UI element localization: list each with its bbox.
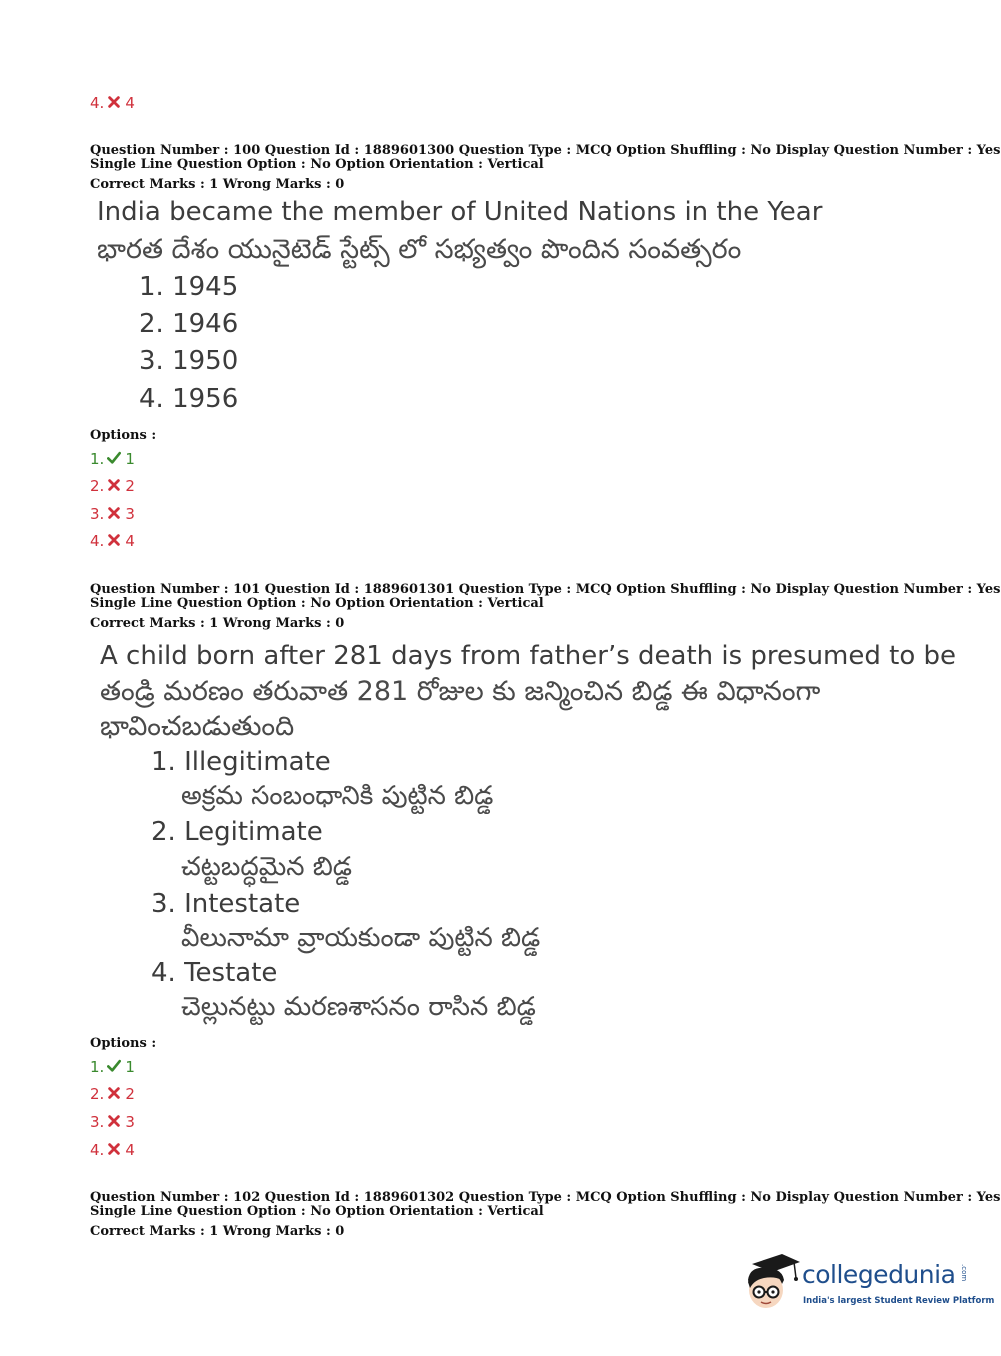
marks-line: Correct Marks : 1 Wrong Marks : 0 bbox=[90, 616, 345, 631]
cross-icon bbox=[107, 1114, 121, 1128]
option-number: 4. bbox=[90, 94, 105, 112]
answer-choice: 4. 1956 bbox=[139, 384, 239, 414]
mascot-icon bbox=[742, 1250, 802, 1318]
answer-choice-telugu: వీలునామా వ్రాయకుండా పుట్టిన బిడ్డ bbox=[181, 923, 541, 953]
answer-choice: 1. 1945 bbox=[139, 272, 239, 302]
logo-tagline: India's largest Student Review Platform bbox=[803, 1296, 995, 1306]
option-value: 1 bbox=[125, 1058, 135, 1076]
option-value: 2 bbox=[125, 477, 135, 495]
question-text-telugu: తండ్రి మరణం తరువాత 281 రోజుల కు జన్మించిన బిడ్డ ఈ విధానంగా bbox=[100, 676, 821, 707]
question-meta-line: Question Number : 101 Question Id : 1889601301 Question Type : MCQ Option Shuffling : No Display Question Number : Yes bbox=[90, 582, 1001, 597]
option-number: 1. bbox=[90, 450, 105, 468]
cross-icon bbox=[107, 506, 121, 520]
answer-choice: 4. Testate bbox=[151, 958, 278, 988]
option-line bbox=[90, 532, 135, 550]
logo-wordmark: collegedunia bbox=[802, 1260, 956, 1289]
cross-icon bbox=[107, 1142, 121, 1156]
option-value: 3 bbox=[125, 1113, 135, 1131]
option-line bbox=[90, 450, 135, 468]
option-line bbox=[90, 1085, 135, 1103]
option-number: 4. bbox=[90, 532, 105, 550]
logo-suffix: .com bbox=[960, 1264, 968, 1282]
marks-line: Correct Marks : 1 Wrong Marks : 0 bbox=[90, 1224, 345, 1239]
check-icon bbox=[107, 1059, 121, 1073]
answer-choice: 2. 1946 bbox=[139, 309, 239, 339]
option-value: 4 bbox=[125, 532, 135, 550]
option-value: 1 bbox=[125, 450, 135, 468]
option-number: 2. bbox=[90, 1085, 105, 1103]
option-number: 2. bbox=[90, 477, 105, 495]
option-number: 1. bbox=[90, 1058, 105, 1076]
option-line bbox=[90, 477, 135, 495]
cross-icon bbox=[107, 1086, 121, 1100]
option-value: 4 bbox=[125, 94, 135, 112]
question-meta-line: Question Number : 102 Question Id : 1889601302 Question Type : MCQ Option Shuffling : No Display Question Number : Yes bbox=[90, 1190, 1001, 1205]
answer-choice: 2. Legitimate bbox=[151, 817, 323, 847]
collegedunia-logo bbox=[742, 1250, 995, 1318]
cross-icon bbox=[107, 95, 121, 109]
option-line bbox=[90, 94, 135, 112]
question-text-telugu: భారత దేశం యునైటెడ్ స్టేట్స్ లో సభ్యత్వం పొందిన సంవత్సరం bbox=[97, 234, 742, 265]
option-value: 3 bbox=[125, 505, 135, 523]
question-text-telugu: భావించబడుతుంది bbox=[100, 711, 295, 742]
options-heading: Options : bbox=[90, 1036, 157, 1051]
question-meta-line: Question Number : 100 Question Id : 1889601300 Question Type : MCQ Option Shuffling : No Display Question Number : Yes bbox=[90, 143, 1001, 158]
marks-line: Correct Marks : 1 Wrong Marks : 0 bbox=[90, 177, 345, 192]
question-meta-line: Single Line Question Option : No Option Orientation : Vertical bbox=[90, 596, 544, 611]
cross-icon bbox=[107, 533, 121, 547]
answer-choice: 3. 1950 bbox=[139, 346, 239, 376]
question-meta-line: Single Line Question Option : No Option Orientation : Vertical bbox=[90, 1204, 544, 1219]
option-number: 3. bbox=[90, 505, 105, 523]
cross-icon bbox=[107, 478, 121, 492]
option-line bbox=[90, 1058, 135, 1076]
option-line bbox=[90, 1113, 135, 1131]
question-text-english: India became the member of United Nations in the Year bbox=[97, 197, 823, 227]
option-number: 3. bbox=[90, 1113, 105, 1131]
option-value: 4 bbox=[125, 1141, 135, 1159]
option-line bbox=[90, 505, 135, 523]
option-number: 4. bbox=[90, 1141, 105, 1159]
answer-choice-telugu: చట్టబద్ధమైన బిడ్డ bbox=[181, 852, 352, 882]
answer-choice: 1. Illegitimate bbox=[151, 747, 331, 777]
check-icon bbox=[107, 451, 121, 465]
option-line bbox=[90, 1141, 135, 1159]
answer-choice-telugu: అక్రమ సంబంధానికి పుట్టిన బిడ్డ bbox=[181, 781, 494, 811]
question-text-english: A child born after 281 days from father’s death is presumed to be bbox=[100, 641, 957, 671]
answer-choice: 3. Intestate bbox=[151, 889, 301, 919]
options-heading: Options : bbox=[90, 428, 157, 443]
answer-choice-telugu: చెల్లునట్టు మరణశాసనం రాసిన బిడ్డ bbox=[181, 992, 536, 1022]
option-value: 2 bbox=[125, 1085, 135, 1103]
question-meta-line: Single Line Question Option : No Option Orientation : Vertical bbox=[90, 157, 544, 172]
